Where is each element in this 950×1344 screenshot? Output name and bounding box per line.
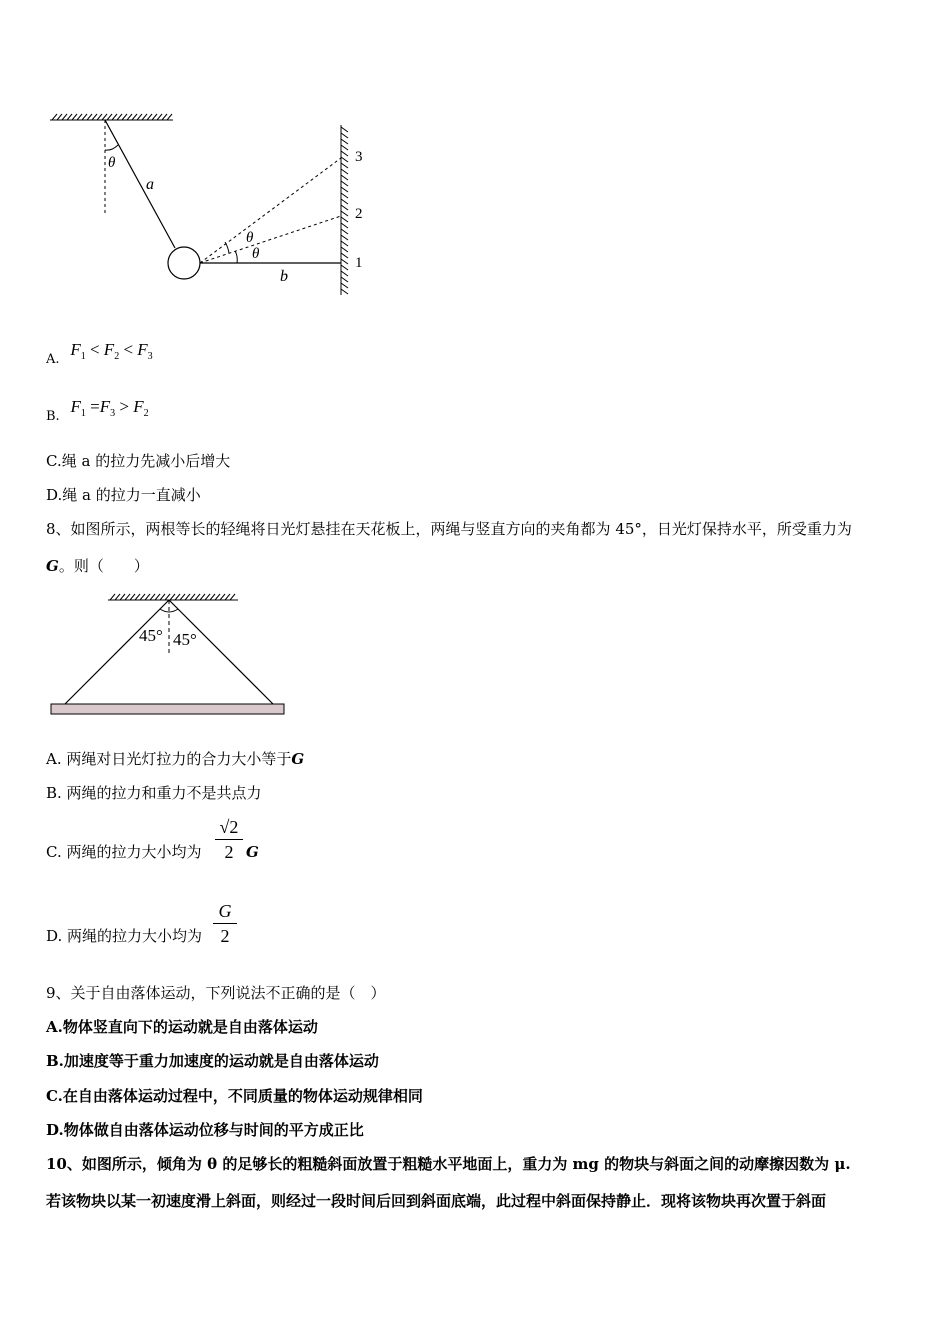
q8-option-d-text: D. 两绳的拉力大小均为: [46, 927, 203, 945]
q7-option-d: D.绳 a 的拉力一直减小: [46, 486, 201, 504]
q7a-op1: <: [85, 340, 104, 359]
q8-option-d-numerator: G: [218, 901, 232, 921]
angle-theta-top: θ: [108, 155, 116, 171]
q9-stem: 9、关于自由落体运动，下列说法不正确的是（ ）: [46, 984, 386, 1002]
fraction-bar: [215, 839, 243, 840]
q7b-s1: 1: [80, 408, 86, 419]
fluorescent-lamp: [51, 704, 284, 714]
rope-a-label: a: [146, 176, 154, 193]
q10-stem-line2: 若该物块以某一初速度滑上斜面，则经过一段时间后回到斜面底端，此过程中斜面保持静止．现将该物块再次置于斜面: [46, 1192, 827, 1210]
q7a-op2: <: [119, 340, 138, 359]
q8-stem-line1: 8、如图所示，两根等长的轻绳将日光灯悬挂在天花板上，两绳与竖直方向的夹角都为 45°，日光灯保持水平，所受重力为: [46, 520, 852, 538]
q7a-s3: 3: [147, 351, 153, 362]
ceiling-hatch: [50, 114, 173, 120]
q8-option-a-text: A. 两绳对日光灯拉力的合力大小等于: [46, 750, 292, 768]
ball: [168, 247, 200, 279]
q9-option-b: B.加速度等于重力加速度的运动就是自由落体运动: [46, 1052, 379, 1070]
wall-point-1: 1: [355, 255, 363, 271]
q8-option-c-g: G: [246, 843, 259, 861]
left-rope: [64, 600, 169, 705]
q7-option-b: [46, 397, 149, 424]
angle-arc-top: [105, 145, 118, 150]
q7-option-a: [46, 340, 153, 367]
dashed-to-point-2: [200, 216, 341, 263]
q7b-f3: F: [99, 397, 111, 416]
q8-option-a: [46, 749, 304, 769]
q8-option-c-text: C. 两绳的拉力大小均为: [46, 843, 202, 861]
q7b-s3: 3: [110, 408, 116, 419]
q7a-f1: F: [70, 340, 81, 359]
wall-point-3: 3: [355, 149, 363, 165]
q8-stem-rest: 。则（ ）: [58, 557, 149, 575]
angle-theta-1: θ: [252, 246, 260, 262]
q8-option-c-numerator: √2: [219, 817, 239, 837]
q8-stem-g: G: [46, 557, 59, 575]
q7-option-c: C.绳 a 的拉力先减小后增大: [46, 452, 231, 470]
q10-stem-line1: 10、如图所示，倾角为 θ 的足够长的粗糙斜面放置于粗糙水平地面上，重力为 mg 的物块与斜面之间的动摩擦因数为 μ.: [46, 1155, 851, 1173]
q8-option-c-fraction: [215, 816, 243, 863]
q7-option-b-letter: B.: [46, 409, 60, 424]
q7-option-a-formula: [70, 340, 153, 362]
q8-option-d-denominator: 2: [220, 926, 230, 946]
q7a-s1: 1: [80, 351, 86, 362]
wall-hatch: [341, 125, 348, 295]
q8-option-c: [46, 842, 201, 862]
q9-option-a: A.物体竖直向下的运动就是自由落体运动: [46, 1018, 318, 1036]
angle-arc-2: [225, 242, 229, 253]
q7-option-b-formula: [70, 397, 149, 419]
q7b-op1: =: [85, 397, 100, 416]
angle-theta-2: θ: [246, 230, 254, 246]
q8-option-a-g: G: [291, 750, 305, 768]
rope-a: [105, 120, 175, 248]
q7a-f2: F: [103, 340, 115, 359]
fraction-bar: [213, 923, 237, 924]
q8-option-d: [46, 926, 202, 946]
q8-option-b: B. 两绳的拉力和重力不是共点力: [46, 784, 262, 802]
angle-45-right: 45°: [173, 630, 197, 649]
q8-stem-line2: [46, 556, 149, 576]
q7b-s2: 2: [143, 408, 149, 419]
q7a-f3: F: [137, 340, 148, 359]
angle-arc-1: [235, 251, 237, 263]
rope-b-label: b: [280, 268, 288, 285]
q9-option-c: C.在自由落体运动过程中，不同质量的物体运动规律相同: [46, 1087, 423, 1105]
q8-option-c-denominator: 2: [224, 842, 234, 862]
q7-option-a-letter: A.: [46, 352, 60, 367]
pendulum-wall-figure: [40, 105, 380, 305]
dashed-to-point-3: [200, 158, 341, 263]
q7b-op2: >: [115, 397, 134, 416]
wall-point-2: 2: [355, 206, 363, 222]
q7a-s2: 2: [114, 351, 120, 362]
ceiling-hatch-2: [108, 594, 238, 600]
q7b-f2: F: [133, 397, 144, 416]
right-rope: [169, 600, 274, 705]
q7b-f1: F: [70, 397, 81, 416]
fluorescent-lamp-figure: [45, 588, 295, 720]
q9-option-d: D.物体做自由落体运动位移与时间的平方成正比: [46, 1121, 364, 1139]
angle-45-left: 45°: [139, 626, 163, 645]
q8-option-d-fraction: [213, 900, 237, 947]
